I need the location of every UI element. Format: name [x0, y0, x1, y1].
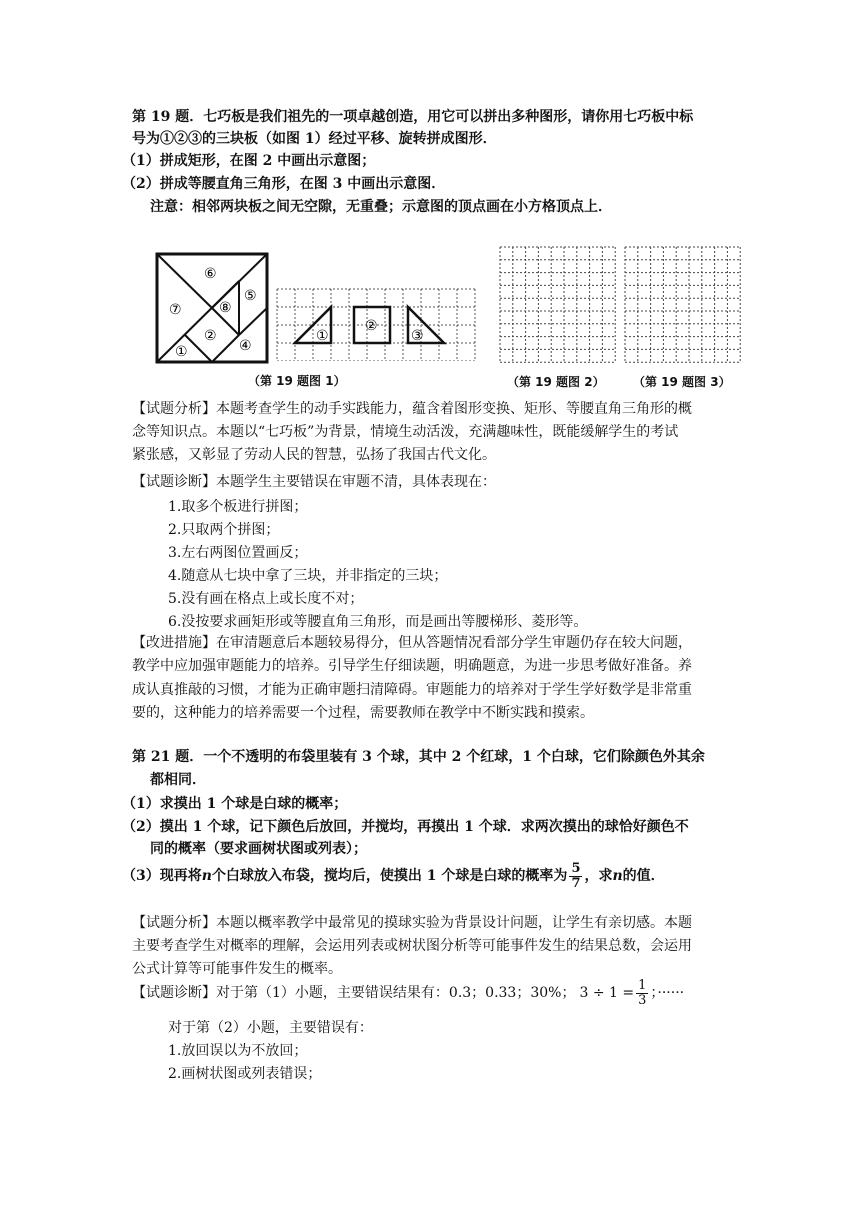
division-expression: 3 ÷ 1 =	[579, 985, 635, 1001]
q21-analysis-line1: 【试题分析】本题以概率教学中最常见的摸球实验为背景设计问题，让学生有亲切感。本题	[132, 915, 692, 931]
var-n: n	[201, 868, 212, 884]
q19-diagnosis-item: 6.没按要求画矩形或等腰直角三角形，而是画出等腰梯形、菱形等。	[168, 614, 588, 630]
q19-title-line2: 号为①②③的三块板（如图 1）经过平移、旋转拼成图形．	[132, 131, 497, 147]
q21-sub2-title: 对于第（2）小题，主要错误有：	[168, 1020, 373, 1036]
q19-measures-line4: 要的，这种能力的培养需要一个过程，需要教师在教学中不断实践和摸索。	[132, 705, 594, 721]
q21-title-line1: 第 21 题．一个不透明的布袋里装有 3 个球，其中 2 个红球，1 个白球，它们除颜色外其余	[132, 749, 705, 765]
empty-grid-figure-2	[498, 245, 618, 365]
figure-1-caption: （第 19 题图 1）	[248, 374, 346, 388]
fraction-denominator: 3	[638, 992, 647, 1008]
q19-note: 注意：相邻两块板之间无空隙，无重叠；示意图的顶点画在小方格顶点上．	[150, 199, 612, 215]
q19-measures-line3: 成认真推敲的习惯，才能为正确审题扫清障碍。审题能力的培养对于学生学好数学是非常重	[132, 682, 692, 698]
fraction-numerator: 1	[638, 977, 647, 993]
piece-label-2: ②	[365, 318, 378, 334]
q21-diagnosis-pre: 【试题诊断】对于第（1）小题，主要错误结果有：0.3；0.33；30%；	[132, 985, 576, 1001]
q21-item3-pre: （3）现再将	[122, 868, 202, 884]
q21-item1: （1）求摸出 1 个球是白球的概率；	[122, 796, 348, 812]
q19-analysis-line2: 念等知识点。本题以“七巧板”为背景，情境生动活泼，充满趣味性，既能缓解学生的考试	[132, 424, 679, 440]
q21-title-line2: 都相同．	[150, 772, 206, 788]
label-1: ①	[175, 344, 188, 360]
label-5: ⑤	[244, 288, 257, 304]
var-n: n	[612, 868, 623, 884]
q19-diagnosis-item: 1.取多个板进行拼图；	[168, 499, 308, 515]
empty-grid-figure-3	[623, 245, 743, 365]
figure-2-caption: （第 19 题图 2）	[507, 375, 605, 389]
q21-diagnosis	[132, 978, 684, 1008]
q21-diagnosis-post: ；······	[650, 985, 685, 1001]
q21-item3-end: 的值．	[622, 868, 665, 884]
q21-analysis-line2: 主要考查学生对概率的理解，会运用列表或树状图分析等可能事件发生的结果总数，会运用	[132, 938, 692, 954]
q21-item3	[122, 861, 665, 891]
piece-label-3: ③	[411, 328, 424, 344]
q21-item3-mid: 个白球放入布袋，搅均后，使摸出 1 个球是白球的概率为	[211, 868, 568, 884]
q21-sub2-item: 2.画树状图或列表错误；	[168, 1066, 322, 1082]
label-8: ⑧	[219, 300, 232, 316]
q19-measures-line2: 教学中应加强审题能力的培养。引导学生仔细读题，明确题意，为进一步思考做好准备。养	[132, 658, 692, 674]
q19-diagnosis-item: 3.左右两图位置画反；	[168, 545, 308, 561]
fraction-5-7	[569, 862, 582, 891]
fraction-denominator: 7	[571, 875, 581, 891]
piece-label-1: ①	[316, 328, 329, 344]
label-4: ④	[239, 338, 252, 354]
tangram-square-figure	[155, 252, 269, 364]
q19-measures-line1: 【改进措施】在审清题意后本题较易得分，但从答题情况看部分学生审题仍存在较大问题，	[132, 635, 692, 651]
label-2: ②	[204, 328, 217, 344]
label-6: ⑥	[204, 266, 217, 282]
q19-title-line1: 第 19 题．七巧板是我们祖先的一项卓越创造，用它可以拼出多种图形，请你用七巧板中标	[132, 109, 694, 125]
figure-3-caption: （第 19 题图 3）	[633, 375, 731, 389]
q21-analysis-line3: 公式计算等可能事件发生的概率。	[132, 961, 342, 977]
fraction-numerator: 5	[571, 860, 581, 876]
q19-diagnosis-item: 4.随意从七块中拿了三块，并非指定的三块；	[168, 568, 448, 584]
q19-diagnosis-title: 【试题诊断】本题学生主要错误在审题不清，具体表现在：	[132, 474, 496, 490]
q21-sub2-item: 1.放回误以为不放回；	[168, 1043, 308, 1059]
q21-item2-line1: （2）摸出 1 个球，记下颜色后放回，并搅均，再摸出 1 个球．求两次摸出的球恰好颜色不	[122, 819, 689, 835]
fraction-1-3	[636, 979, 648, 1008]
q19-analysis-line3: 紧张感，又彰显了劳动人民的智慧，弘扬了我国古代文化。	[132, 447, 496, 463]
q21-item3-post: ，求	[584, 868, 613, 884]
q21-item2-line2: 同的概率（要求画树状图或列表）；	[150, 841, 367, 857]
q19-item1: （1）拼成矩形，在图 2 中画出示意图；	[122, 153, 376, 169]
q19-diagnosis-item: 5.没有画在格点上或长度不对；	[168, 591, 364, 607]
q19-item2: （2）拼成等腰直角三角形，在图 3 中画出示意图．	[122, 176, 446, 192]
q19-diagnosis-item: 2.只取两个拼图；	[168, 522, 280, 538]
pieces-grid-figure	[276, 285, 476, 361]
q19-analysis-line1: 【试题分析】本题考查学生的动手实践能力，蕴含着图形变换、矩形、等腰直角三角形的概	[132, 401, 692, 417]
label-7: ⑦	[169, 302, 182, 318]
